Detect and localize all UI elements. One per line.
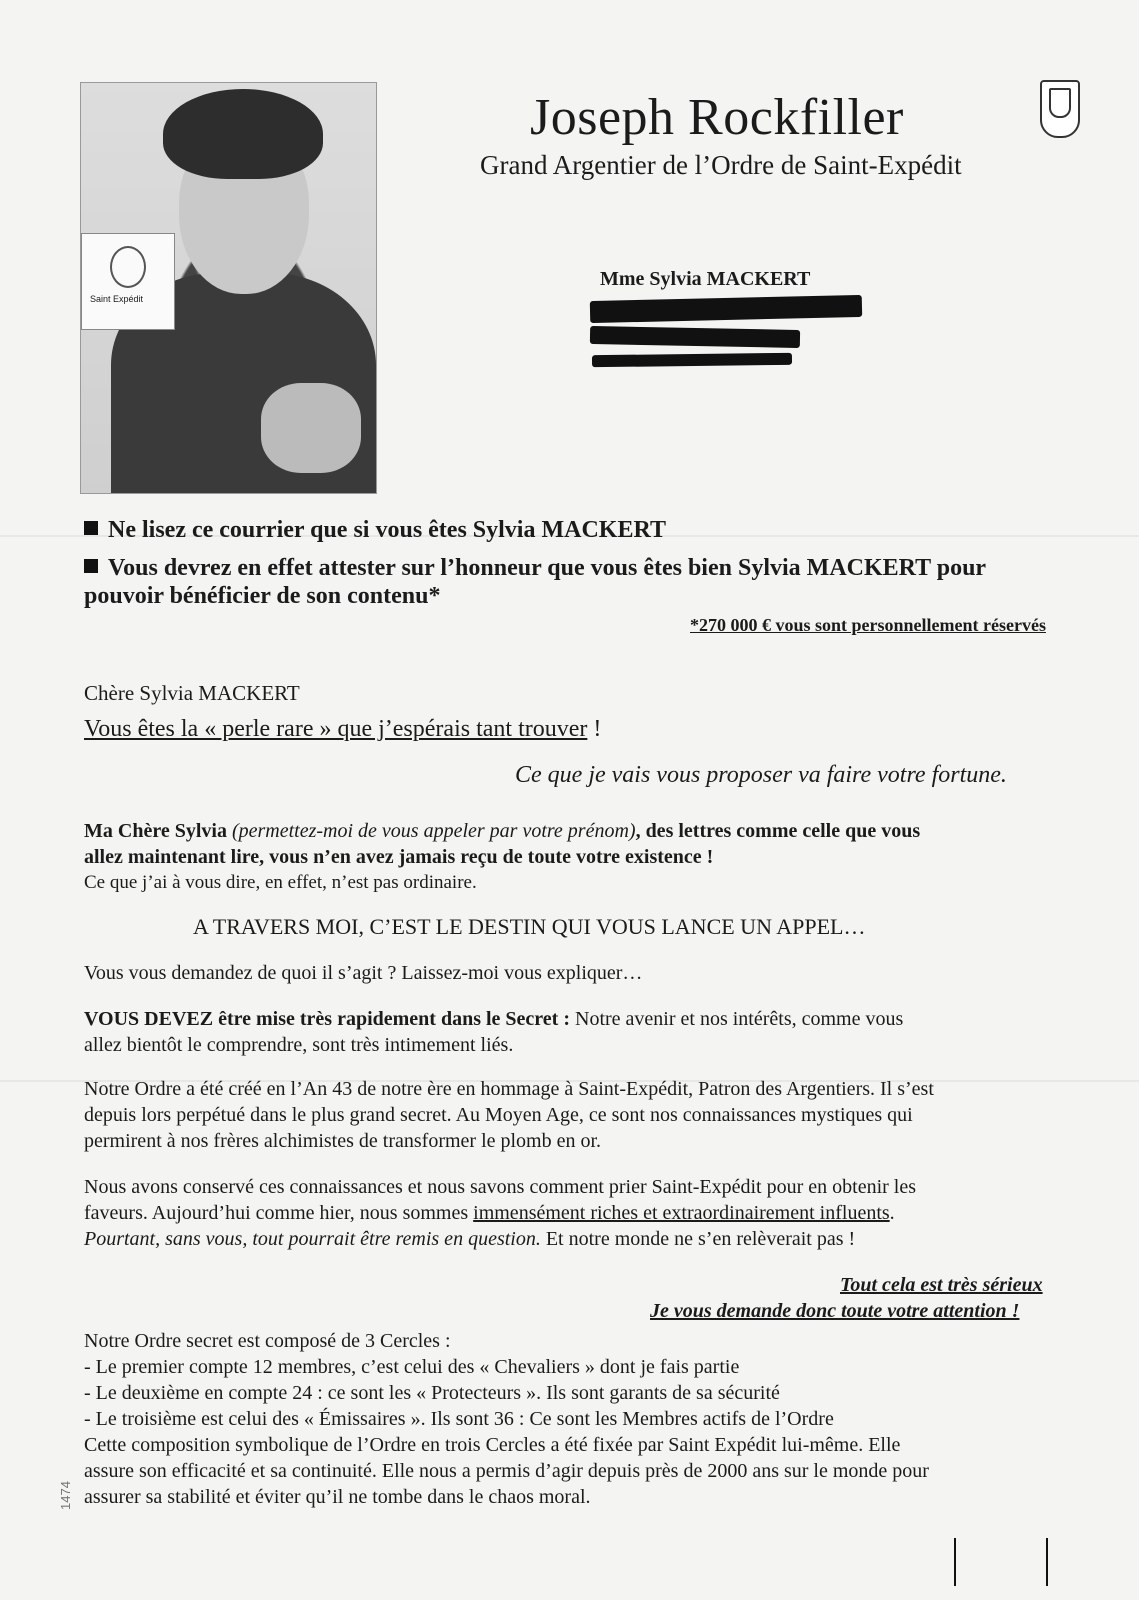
bullet-2-cont: pouvoir bénéficier de son contenu* xyxy=(84,583,441,609)
recipient-name: Mme Sylvia MACKERT xyxy=(600,268,811,290)
order-line2: depuis lors perpétué dans le plus grand secret. Au Moyen Age, ce sont nos connaissances mystiques qui xyxy=(84,1104,913,1126)
circles-outro3: assurer sa stabilité et éviter qu’il ne tombe dans le chaos moral. xyxy=(84,1486,591,1508)
reserved-note: *270 000 € vous sont personnellement réservés xyxy=(690,615,1046,635)
saint-expedit-card xyxy=(81,233,175,330)
edge-tick xyxy=(954,1538,956,1586)
margin-number: 1474 xyxy=(58,1481,73,1510)
para1-line3: Ce que j’ai à vous dire, en effet, n’est pas ordinaire. xyxy=(84,872,477,893)
circle-item: - Le deuxième en compte 24 : ce sont les « Protecteurs ». Ils sont garants de sa sécurité xyxy=(84,1382,780,1404)
para1-line1: Ma Chère Sylvia (permettez-moi de vous appeler par votre prénom), des lettres comme celle que vous xyxy=(84,820,921,842)
redaction-bar xyxy=(592,353,792,367)
circles-intro: Notre Ordre secret est composé de 3 Cercles : xyxy=(84,1330,451,1352)
crest-icon xyxy=(1040,80,1080,138)
circle-item: - Le troisième est celui des « Émissaires ». Ils sont 36 : Ce sont les Membres actifs de l’Ordre xyxy=(84,1408,834,1430)
circles-outro2: assure son efficacité et sa continuité. Elle nous a permis d’agir depuis près de 2000 ans sur le monde pour xyxy=(84,1460,929,1482)
serious-line2: Je vous demande donc toute votre attention ! xyxy=(650,1300,1020,1322)
bullet-1: Ne lisez ce courrier que si vous êtes Sylvia MACKERT xyxy=(84,514,666,546)
para1-line2: allez maintenant lire, vous n’en avez jamais reçu de toute votre existence ! xyxy=(84,846,714,868)
circle-item: - Le premier compte 12 membres, c’est celui des « Chevaliers » dont je fais partie xyxy=(84,1356,740,1378)
circles-outro1: Cette composition symbolique de l’Ordre en trois Cercles a été fixée par Saint Expédit lui-même. Elle xyxy=(84,1434,901,1456)
explain-line: Vous vous demandez de quoi il s’agit ? Laissez-moi vous expliquer… xyxy=(84,962,643,984)
secret-line2: allez bientôt le comprendre, sont très intimement liés. xyxy=(84,1034,514,1056)
knowledge-line3: Pourtant, sans vous, tout pourrait être remis en question. Et notre monde ne s’en relèverait pas ! xyxy=(84,1228,856,1250)
redaction-bar xyxy=(590,295,862,323)
edge-tick xyxy=(1046,1538,1048,1586)
order-line1: Notre Ordre a été créé en l’An 43 de notre ère en hommage à Saint-Expédit, Patron des Argentiers. Il s’est xyxy=(84,1078,934,1100)
card-label: Saint Expédit xyxy=(90,294,144,304)
order-line3: permirent à nos frères alchimistes de transformer le plomb en or. xyxy=(84,1130,602,1152)
bullet-2: Vous devrez en effet attester sur l’honneur que vous êtes bien Sylvia MACKERT pour xyxy=(84,552,986,584)
serious-line1: Tout cela est très sérieux xyxy=(840,1274,1043,1296)
redaction-bar xyxy=(590,326,800,348)
sender-name: Joseph Rockfiller xyxy=(530,89,904,146)
destiny-heading: A TRAVERS MOI, C’EST LE DESTIN QUI VOUS LANCE UN APPEL… xyxy=(193,914,866,939)
sender-title: Grand Argentier de l’Ordre de Saint-Expédit xyxy=(480,150,962,180)
salutation: Chère Sylvia MACKERT xyxy=(84,681,300,705)
knowledge-line2: faveurs. Aujourd’hui comme hier, nous sommes immensément riches et extraordinairement influents. xyxy=(84,1202,895,1224)
fortune-line: Ce que je vais vous proposer va faire votre fortune. xyxy=(515,762,1007,788)
pearl-line: Vous êtes la « perle rare » que j’espérais tant trouver ! xyxy=(84,716,602,742)
sender-photo xyxy=(80,82,377,494)
knowledge-line1: Nous avons conservé ces connaissances et nous savons comment prier Saint-Expédit pour en obtenir les xyxy=(84,1176,917,1198)
secret-line1: VOUS DEVEZ être mise très rapidement dans le Secret : Notre avenir et nos intérêts, comme vous xyxy=(84,1008,904,1030)
